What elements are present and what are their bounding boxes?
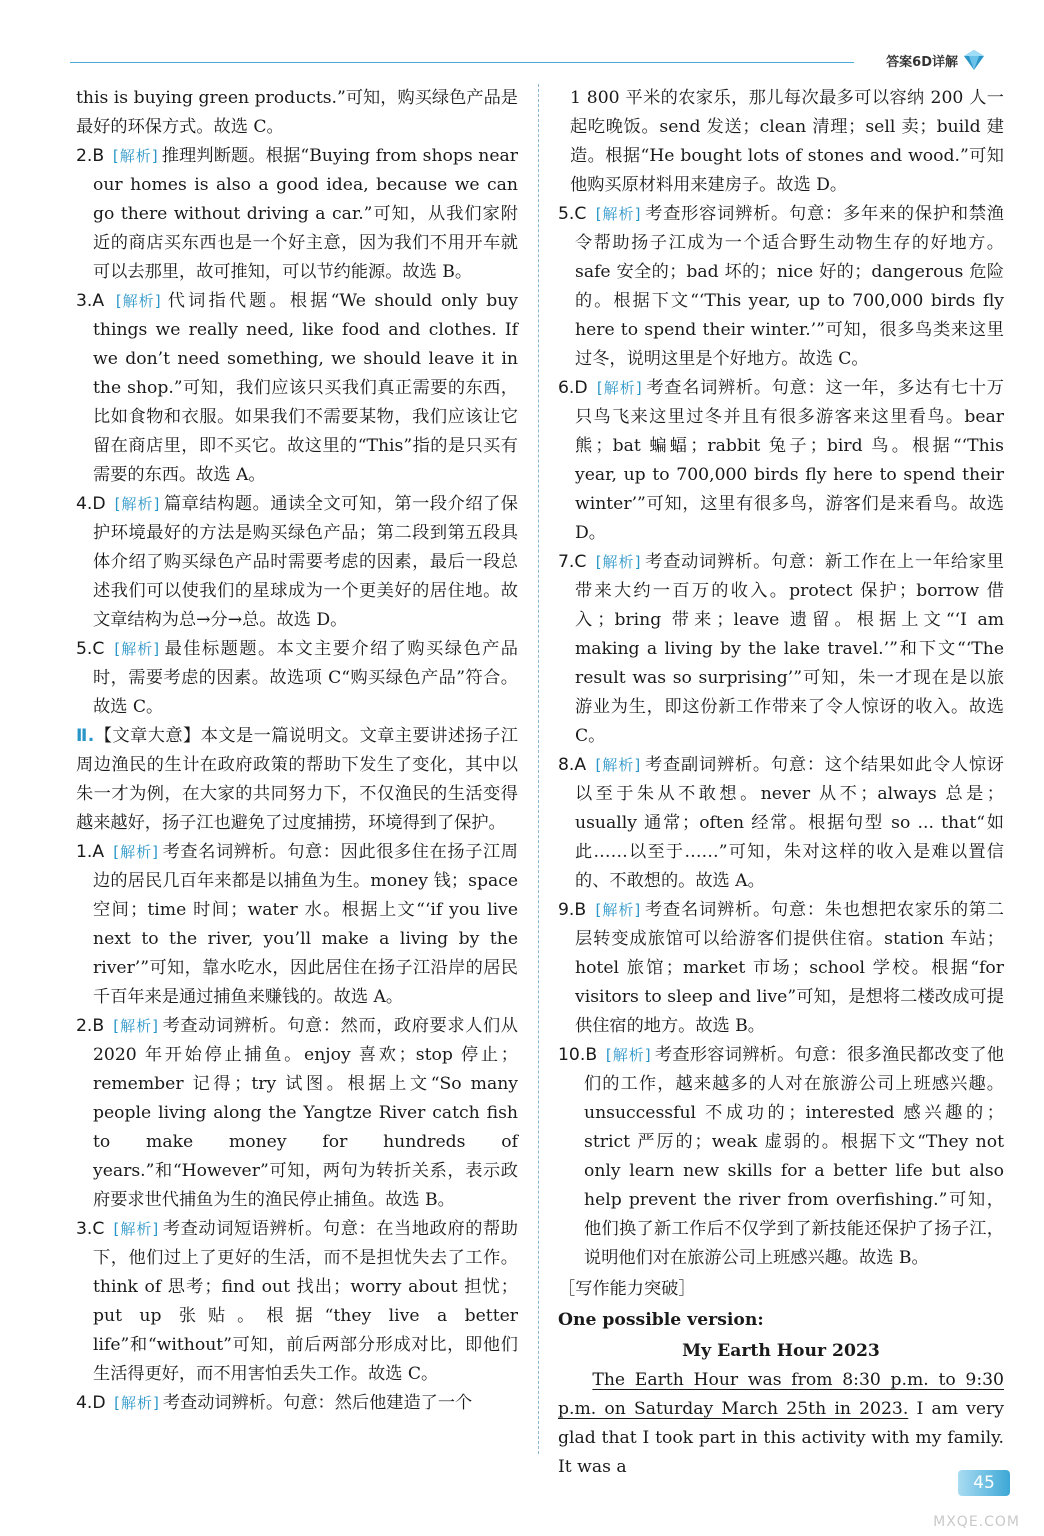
analysis-tag: [ 解析 ] xyxy=(110,142,162,171)
essay-paragraph: The Earth Hour was from 8:30 p.m. to 9:30 p.m. on Saturday March 25th in 2023. I am very glad that I took part in this activity with my family. It was a xyxy=(558,1370,1004,1477)
answer-item-2-1: 1.A [ 解析 ] 考查名词辨析。句意：因此很多住在扬子江周边的居民几百年来都是以捕鱼为生。money 钱；space 空间；time 时间；water 水。根据上文“‘if you live next to the river, you’ll make a living by the river’”可知，靠水吃水，因此居住在扬子江沿岸的居民千百年来是通过捕鱼来赚钱的。故选 A。 xyxy=(76,838,518,1012)
page-number: 45 xyxy=(958,1470,1010,1496)
analysis-tag: [ 解析 ] xyxy=(592,896,644,925)
continued-answer: 1 800 平米的农家乐，那儿每次最多可以容纳 200 人一起吃晚饭。send 发送；clean 清理；sell 卖；build 建造。根据“He bought lots of stones and wood.”可知他购买原材料用来建房子。故选 D。 xyxy=(570,88,1004,195)
analysis-tag: [ 解析 ] xyxy=(110,1012,162,1041)
essay-underlined-sentence: The Earth Hour was from 8:30 p.m. to 9:30 p.m. on Saturday March 25th in 2023. xyxy=(558,1370,1004,1419)
answer-item-2-4: 4.D [ 解析 ] 考查动词辨析。句意：然后他建造了一个 xyxy=(76,1389,518,1418)
answer-item-2-10: 10.B [ 解析 ] 考查形容词辨析。句意：很多渔民都改变了他们的工作，越来越多的人对在旅游公司上班感兴趣。unsuccessful 不成功的；interested 感兴趣的；strict 严厉的；weak 虚弱的。根据下文“They not only learn new skills for a better life but also help prevent the river from overfishing.”可知，他们换了新工作后不仅学到了新技能还保护了扬子江，说明他们对在旅游公司上班感兴趣。故选 B。 xyxy=(558,1041,1004,1273)
header-rule xyxy=(70,62,854,63)
watermark: MXQE.COM xyxy=(933,1514,1020,1530)
answer-item-1-3: 3.A [ 解析 ] 代词指代题。根据“We should only buy things we really need, like food and clothes. If we don’t need something, we should leave it in the shop.”可知，我们应该只买我们真正需要的东西，比如食物和衣服。如果我们不需要某物，我们应该让它留在商店里，即不买它。故这里的“This”指的是只买有需要的东西。故选 A。 xyxy=(76,287,518,490)
answer-item-1-4: 4.D [ 解析 ] 篇章结构题。通读全文可知，第一段介绍了保护环境最好的方法是购买绿色产品；第二段到第五段具体介绍了购买绿色产品时需要考虑的因素，最后一段总述我们可以使我们的星球成为一个更美好的居住地。故文章结构为总→分→总。故选 D。 xyxy=(76,490,518,635)
answer-item-1-2: 2.B [ 解析 ] 推理判断题。根据“Buying from shops near our homes is also a good idea, because we can go there without driving a car.”可知，从我们家附近的商店买东西也是一个好主意，因为我们不用开车就可以去那里，故可推知，可以节约能源。故选 B。 xyxy=(76,142,518,287)
analysis-tag: [ 解析 ] xyxy=(594,374,646,403)
analysis-tag: [ 解析 ] xyxy=(603,1041,655,1070)
section-summary: Ⅱ.【文章大意】本文是一篇说明文。文章主要讲述扬子江周边渔民的生计在政府政策的帮助下发生了变化，其中以朱一才为例，在大家的共同努力下，不仅渔民的生活变得越来越好，扬子江也避免了过度捕捞，环境得到了保护。 xyxy=(76,726,518,833)
answer-item-2-9: 9.B [ 解析 ] 考查名词辨析。句意：朱也想把农家乐的第二层转变成旅馆可以给游客们提供住宿。station 车站；hotel 旅馆；market 市场；school 学校。根据“for visitors to sleep and live”可知，是想将二楼改成可提供住宿的地方。故选 B。 xyxy=(558,896,1004,1041)
essay-title: My Earth Hour 2023 xyxy=(682,1341,880,1361)
version-label: One possible version: xyxy=(558,1310,764,1330)
analysis-tag: [ 解析 ] xyxy=(592,751,644,780)
analysis-tag: [ 解析 ] xyxy=(593,548,645,577)
right-column xyxy=(558,84,1004,1482)
diamond-logo-icon xyxy=(962,48,986,72)
analysis-tag: [ 解析 ] xyxy=(110,838,162,867)
left-column xyxy=(76,84,518,1418)
answer-item-2-2: 2.B [ 解析 ] 考查动词辨析。句意：然而，政府要求人们从 2020 年开始停止捕鱼。enjoy 喜欢；stop 停止；remember 记得；try 试图。根据上文“So many people living along the Yangtze River catch fish to make money for hundreds of years.”和“However”可知，两句为转折关系，表示政府要求世代捕鱼为生的渔民停止捕鱼。故选 B。 xyxy=(76,1012,518,1215)
answer-item-2-6: 6.D [ 解析 ] 考查名词辨析。句意：这一年，多达有七十万只鸟飞来这里过冬并且有很多游客来这里看鸟。bear 熊；bat 蝙蝠；rabbit 兔子；bird 鸟。根据“‘This year, up to 700,000 birds fly here to spend their winter’”可知，这里有很多鸟，游客们是来看鸟。故选 D。 xyxy=(558,374,1004,548)
answer-item-1-5: 5.C [ 解析 ] 最佳标题题。本文主要介绍了购买绿色产品时，需要考虑的因素。故选项 C“购买绿色产品”符合。故选 C。 xyxy=(76,635,518,722)
analysis-tag: [ 解析 ] xyxy=(593,200,645,229)
header-label: 答案6D详解 xyxy=(886,55,958,70)
answer-item-2-8: 8.A [ 解析 ] 考查副词辨析。句意：这个结果如此令人惊讶以至于朱从不敢想。never 从不；always 总是；usually 通常；often 经常。根据句型 so ... that“如此……以至于……”可知，朱对这样的收入是难以置信的、不敢想的。故选 A。 xyxy=(558,751,1004,896)
analysis-tag: [ 解析 ] xyxy=(113,287,165,316)
analysis-tag: [ 解析 ] xyxy=(111,635,163,664)
page-header xyxy=(70,48,1004,78)
analysis-tag: [ 解析 ] xyxy=(111,1215,163,1244)
writing-section-label: ［写作能力突破］ xyxy=(558,1279,696,1299)
answer-item-2-7: 7.C [ 解析 ] 考查动词辨析。句意：新工作在上一年给家里带来大约一百万的收入。protect 保护；borrow 借入；bring 带来；leave 遗留。根据上文“‘I am making a living by the lake travel.’”和下文“‘The result was so surprising’”可知，朱一才现在是以旅游业为生，即这份新工作带来了令人惊讶的收入。故选 C。 xyxy=(558,548,1004,751)
analysis-tag: [ 解析 ] xyxy=(112,490,164,519)
continued-answer: this is buying green products.”可知，购买绿色产品是最好的环保方式。故选 C。 xyxy=(76,88,518,137)
column-divider xyxy=(538,84,539,1454)
answer-item-2-5: 5.C [ 解析 ] 考查形容词辨析。句意：多年来的保护和禁渔令帮助扬子江成为一个适合野生动物生存的好地方。safe 安全的；bad 坏的；nice 好的；dangerous 危险的。根据下文“‘This year, up to 700,000 birds fly here to spend their winter.’”可知，很多鸟类来这里过冬，说明这里是个好地方。故选 C。 xyxy=(558,200,1004,374)
answer-item-2-3: 3.C [ 解析 ] 考查动词短语辨析。句意：在当地政府的帮助下，他们过上了更好的生活，而不是担忧失去了工作。think of 思考；find out 找出；worry about 担忧；put up 张贴。根据“they live a better life”和“without”可知，前后两部分形成对比，即他们生活得更好，而不用害怕丢失工作。故选 C。 xyxy=(76,1215,518,1389)
analysis-tag: [ 解析 ] xyxy=(111,1389,163,1418)
